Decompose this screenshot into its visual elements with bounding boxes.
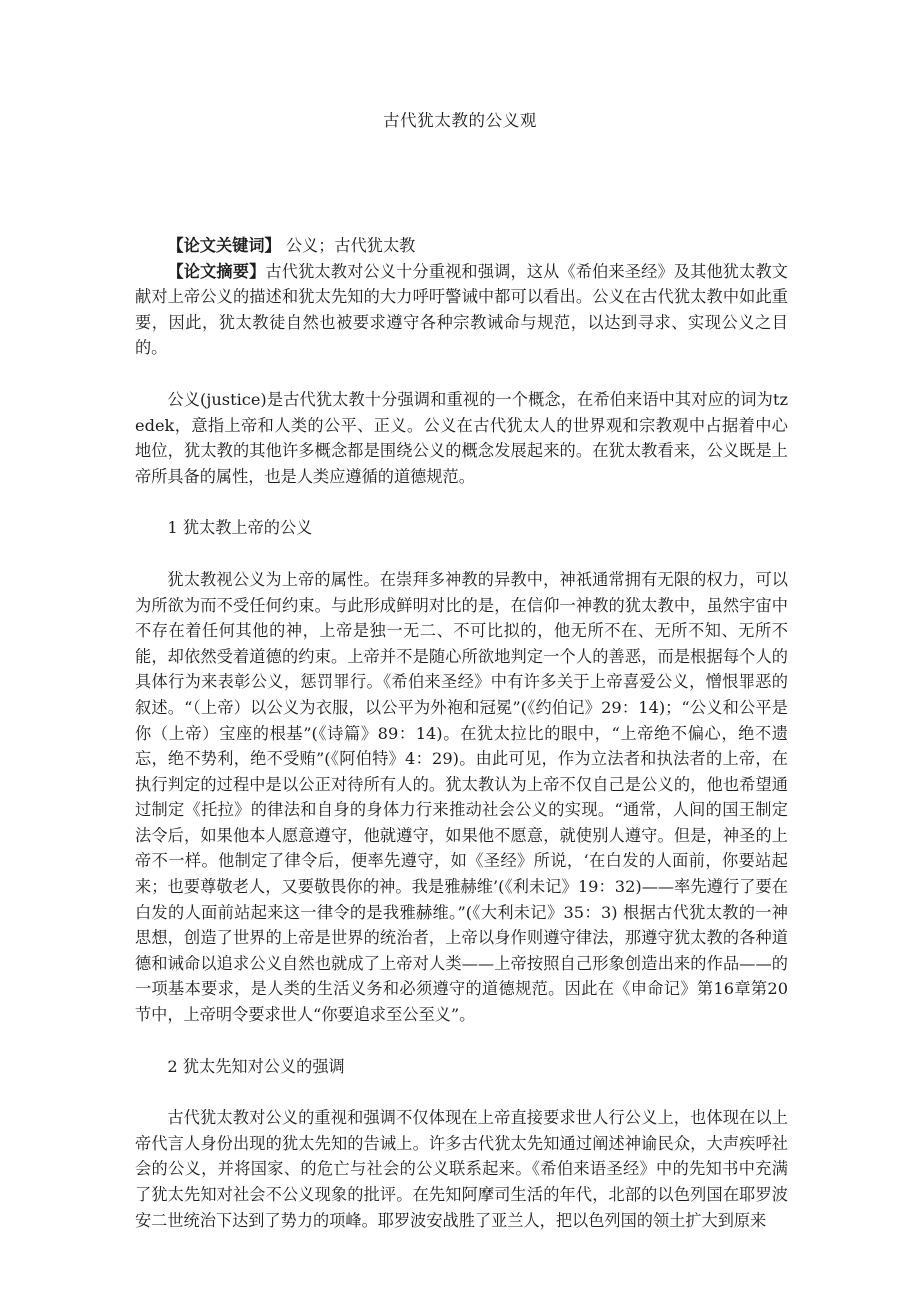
intro-paragraph: 公义(justice)是古代犹太教十分强调和重视的一个概念，在希伯来语中其对应的词为tzedek，意指上帝和人类的公平、正义。公义在古代犹太人的世界观和宗教观中占据着中心地位，犹太教的其他许多概念都是围绕公义的概念发展起来的。在犹太教看来，公义既是上帝所具备的属性，也是人类应遵循的道德规范。	[135, 389, 788, 486]
keywords-line	[135, 233, 788, 259]
section-2-body: 古代犹太教对公义的重视和强调不仅体现在上帝直接要求世人行公义上，也体现在以上帝代言人身份出现的犹太先知的告诫上。许多古代犹太先知通过阐述神谕民众，大声疾呼社会的公义，并将国家、的危亡与社会的公义联系起来。《希伯来语圣经》中的先知书中充满了犹太先知对社会不公义现象的批评。在先知阿摩司生活的年代，北部的以色列国在耶罗波安二世统治下达到了势力的项峰。耶罗波安战胜了亚兰人，把以色列国的领土扩大到原来	[135, 1108, 788, 1230]
spacer-after-section-2-heading	[135, 1079, 788, 1105]
spacer-before-section-1	[135, 489, 788, 515]
section-1-body: 犹太教视公义为上帝的属性。在崇拜多神教的异教中，神祇通常拥有无限的权力，可以为所欲为而不受任何约束。与此形成鲜明对比的是，在信仰一神教的犹太教中，虽然宇宙中不存在着任何其他的神，上帝是独一无二、不可比拟的，他无所不在、无所不知、无所不能，却依然受着道德的约束。上帝并不是随心所欲地判定一个人的善恶，而是根据每个人的具体行为来表彰公义，惩罚罪行。《希伯来圣经》中有许多关于上帝喜爱公义，憎恨罪恶的叙述。“（上帝）以公义为衣服，以公平为外袍和冠冕”(《约伯记》29：14)；“公义和公平是你（上帝）宝座的根基”(《诗篇》89：14)。在犹太拉比的眼中，“上帝绝不偏心，绝不遗忘，绝不势利，绝不受贿”(《阿伯特》4：29)。由此可见，作为立法者和执法者的上帝，在执行判定的过程中是以公正对待所有人的。犹太教认为上帝不仅自己是公义的，他也希望通过制定《托拉》的律法和自身的身体力行来推动社会公义的实现。“通常，人间的国王制定法令后，如果他本人愿意遵守，他就遵守，如果他不愿意，就使别人遵守。但是，神圣的上帝不一样。他制定了律令后，便率先遵守，如《圣经》所说，‘在白发的人面前，你要站起来；也要尊敬老人，又要敬畏你的神。我是雅赫维’(《利未记》19：32)——率先遵行了要在白发的人面前站起来这一律令的是我雅赫维。”(《大利未记》35：3) 根据古代犹太教的一神思想，创造了世界的上帝是世界的统治者，上帝以身作则遵守律法，那遵守犹太教的各种道德和诫命以追求公义自然也就成了上帝对人类——上帝按照自己形象创造出来的作品——的一项基本要求，是人类的生活义务和必须遵守的道德规范。因此在《申命记》第16章第20节中，上帝明令要求世人“你要追求至公至义”。	[135, 569, 788, 1025]
keywords-label: 【论文关键词】	[167, 236, 281, 255]
section-2-heading: 2 犹太先知对公义的强调	[167, 1056, 345, 1076]
abstract-value: 古代犹太教对公义十分重视和强调，这从《希伯来圣经》及其他犹太教文献对上帝公义的描述和犹太先知的大力呼吁警诫中都可以看出。公义在古代犹太教中如此重要，因此，犹太教徒自然也被要求遵守各种宗教诫命与规范，以达到寻求、实现公义之目的。	[135, 261, 788, 358]
spacer-after-abstract	[135, 361, 788, 387]
abstract-label: 【论文摘要】	[167, 261, 266, 281]
abstract-line	[135, 259, 788, 361]
spacer-before-section-2	[135, 1028, 788, 1054]
document-body	[135, 233, 788, 1233]
spacer-after-section-1-heading	[135, 541, 788, 567]
section-1-heading: 1 犹太教上帝的公义	[167, 518, 313, 538]
page-title: 古代犹太教的公义观	[383, 111, 537, 130]
keywords-value: 公义；古代犹太教	[285, 236, 416, 255]
